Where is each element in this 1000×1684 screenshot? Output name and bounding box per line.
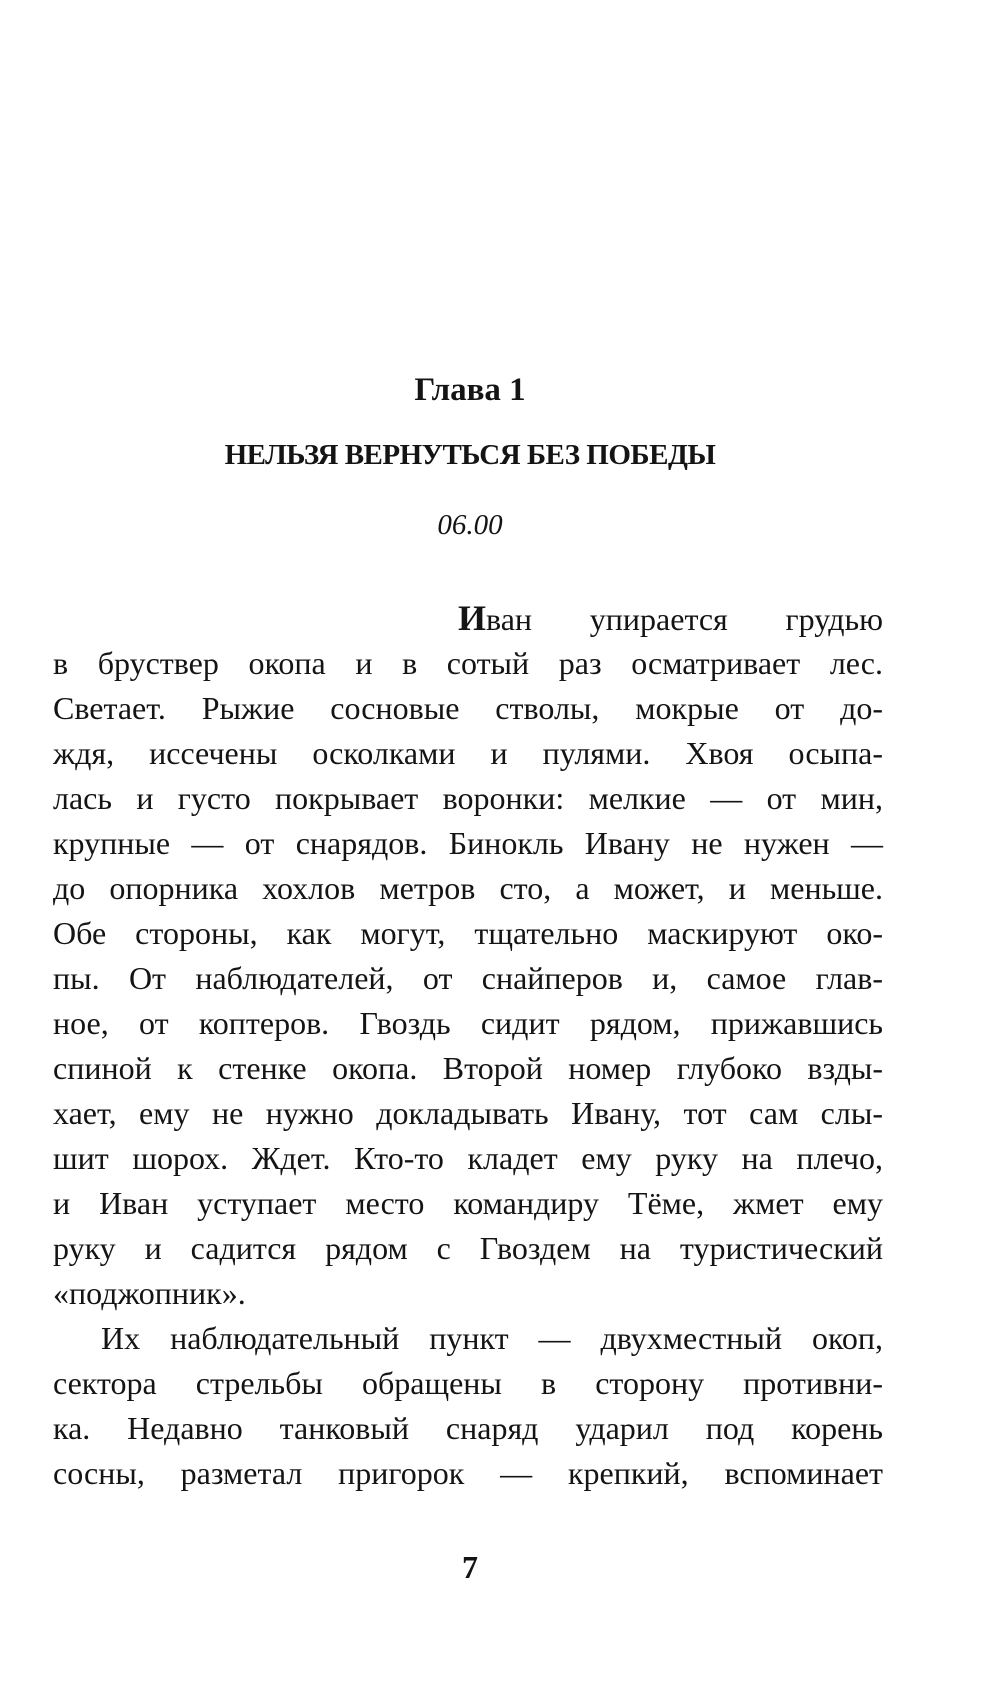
text-line: шит шорох. Ждет. Кто-то кладет ему руку на плечо, [53, 1140, 883, 1176]
text-line [53, 596, 883, 641]
text-line: «поджопник». [53, 1275, 246, 1311]
text-line: спиной к стенке окопа. Второй номер глубоко взды- [53, 1050, 883, 1086]
line-text: ван упирается грудью [486, 601, 883, 637]
text-line: пы. От наблюдателей, от снайперов и, самое глав- [53, 960, 883, 996]
body-text [53, 596, 883, 1496]
chapter-title: НЕЛЬЗЯ ВЕРНУТЬСЯ БЕЗ ПОБЕДЫ [224, 439, 716, 471]
drop-cap: И [458, 598, 487, 638]
text-line: сектора стрельбы обращены в сторону противни- [53, 1365, 883, 1401]
text-line: руку и садится рядом с Гвоздем на туристический [53, 1230, 883, 1266]
chapter-time: 06.00 [437, 509, 503, 541]
text-line: Их наблюдательный пункт — двухместный окоп, [101, 1320, 883, 1356]
text-line: Светает. Рыжие сосновые стволы, мокрые от до- [53, 690, 883, 726]
text-line: ждя, иссечены осколками и пулями. Хвоя осыпа- [53, 735, 883, 771]
text-line: ное, от коптеров. Гвоздь сидит рядом, прижавшись [53, 1005, 883, 1041]
chapter-number: Глава 1 [414, 372, 526, 408]
text-line: хает, ему не нужно докладывать Ивану, тот сам слы- [53, 1095, 883, 1131]
text-line: сосны, разметал пригорок — крепкий, вспоминает [53, 1455, 883, 1491]
text-line: в бруствер окопа и в сотый раз осматривает лес. [53, 645, 883, 681]
text-line: крупные — от снарядов. Бинокль Ивану не нужен — [53, 825, 883, 861]
text-line: ка. Недавно танковый снаряд ударил под корень [53, 1410, 883, 1446]
text-line: и Иван уступает место командиру Тёме, жмет ему [53, 1185, 883, 1221]
text-line: до опорника хохлов метров сто, а может, и меньше. [53, 870, 883, 906]
text-line: лась и густо покрывает воронки: мелкие — от мин, [53, 780, 883, 816]
page-number: 7 [462, 1549, 478, 1585]
text-line: Обе стороны, как могут, тщательно маскируют око- [53, 915, 883, 951]
